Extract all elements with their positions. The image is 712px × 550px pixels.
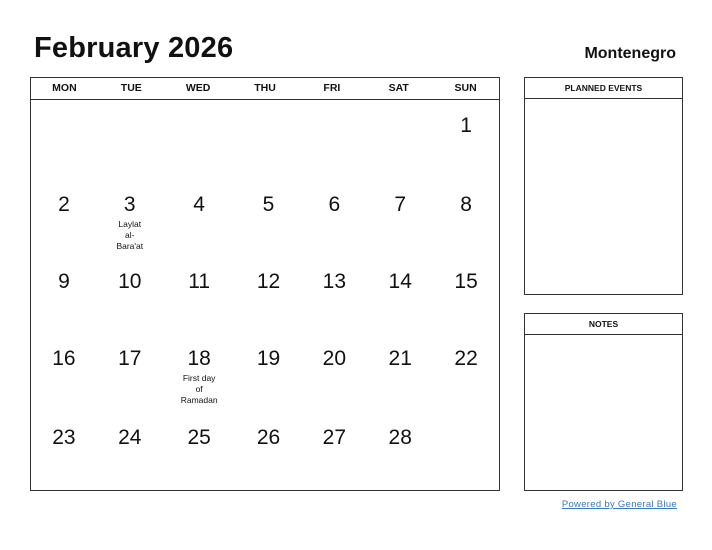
day-number: 18 <box>187 347 211 370</box>
day-cell <box>97 179 163 256</box>
day-cell <box>236 256 302 333</box>
day-cell <box>301 100 367 179</box>
day-number: 27 <box>322 426 347 449</box>
day-number: 22 <box>454 347 478 370</box>
day-number: 19 <box>256 347 281 370</box>
day-number: 25 <box>187 426 211 449</box>
country-label: Montenegro <box>584 45 676 62</box>
day-cell <box>163 333 236 412</box>
holiday-label: Laylat al-Bara'at <box>116 219 144 251</box>
day-cell <box>163 179 236 256</box>
weekday-fri: FRI <box>323 82 341 94</box>
day-number: 13 <box>322 270 347 293</box>
day-cell <box>236 333 302 412</box>
day-number: 21 <box>388 347 412 370</box>
day-number: 15 <box>454 270 478 293</box>
day-number: 14 <box>388 270 412 293</box>
day-cell <box>367 179 433 256</box>
weekday-thu: THU <box>254 82 276 94</box>
day-cell <box>301 412 367 489</box>
weekday-tue: TUE <box>120 82 142 94</box>
day-cell <box>31 333 97 412</box>
day-cell <box>31 256 97 333</box>
day-cell <box>31 179 97 256</box>
day-cell <box>433 412 499 489</box>
weekday-header-row <box>31 78 499 100</box>
day-cell <box>236 412 302 489</box>
day-number: 24 <box>118 426 142 449</box>
day-number: 10 <box>118 270 142 293</box>
page-title: February 2026 <box>34 32 234 64</box>
day-cell <box>367 333 433 412</box>
day-number: 3 <box>123 193 136 216</box>
planned-events-panel <box>524 77 683 295</box>
day-cell <box>367 100 433 179</box>
day-cell <box>236 100 302 179</box>
day-cell <box>301 256 367 333</box>
day-number: 26 <box>256 426 281 449</box>
day-number: 16 <box>52 347 76 370</box>
day-cell <box>367 412 433 489</box>
powered-by-link[interactable]: Powered by General Blue <box>561 499 677 510</box>
day-cell <box>433 100 499 179</box>
day-cell <box>433 333 499 412</box>
day-cell <box>97 333 163 412</box>
day-cell <box>97 100 163 179</box>
day-cell <box>31 100 97 179</box>
day-cell <box>97 256 163 333</box>
day-number: 4 <box>193 193 205 216</box>
weekday-mon: MON <box>52 82 77 94</box>
day-cell <box>301 333 367 412</box>
day-number: 2 <box>58 193 70 216</box>
day-number: 5 <box>262 193 275 216</box>
day-number: 28 <box>388 426 412 449</box>
day-cell <box>301 179 367 256</box>
day-number: 7 <box>394 193 407 216</box>
day-grid <box>31 100 499 489</box>
weekday-sat: SAT <box>388 82 409 94</box>
day-cell <box>97 412 163 489</box>
day-number: 11 <box>188 270 211 293</box>
calendar-grid <box>30 77 500 491</box>
notes-panel <box>524 313 683 491</box>
notes-header: NOTES <box>525 314 682 335</box>
day-number: 20 <box>322 347 347 370</box>
day-cell <box>236 179 302 256</box>
planned-events-header: PLANNED EVENTS <box>525 78 682 99</box>
day-cell <box>31 412 97 489</box>
day-cell <box>367 256 433 333</box>
day-number: 8 <box>460 193 472 216</box>
weekday-wed: WED <box>185 82 211 94</box>
day-cell <box>163 256 236 333</box>
day-number: 12 <box>256 270 281 293</box>
day-number: 1 <box>460 114 472 137</box>
day-number: 17 <box>118 347 142 370</box>
day-cell <box>163 100 236 179</box>
day-number: 9 <box>58 270 70 293</box>
day-number: 23 <box>52 426 76 449</box>
day-cell <box>433 256 499 333</box>
weekday-sun: SUN <box>454 82 477 94</box>
day-cell <box>433 179 499 256</box>
day-cell <box>163 412 236 489</box>
holiday-label: First day of Ramadan <box>180 373 218 405</box>
day-number: 6 <box>328 193 341 216</box>
